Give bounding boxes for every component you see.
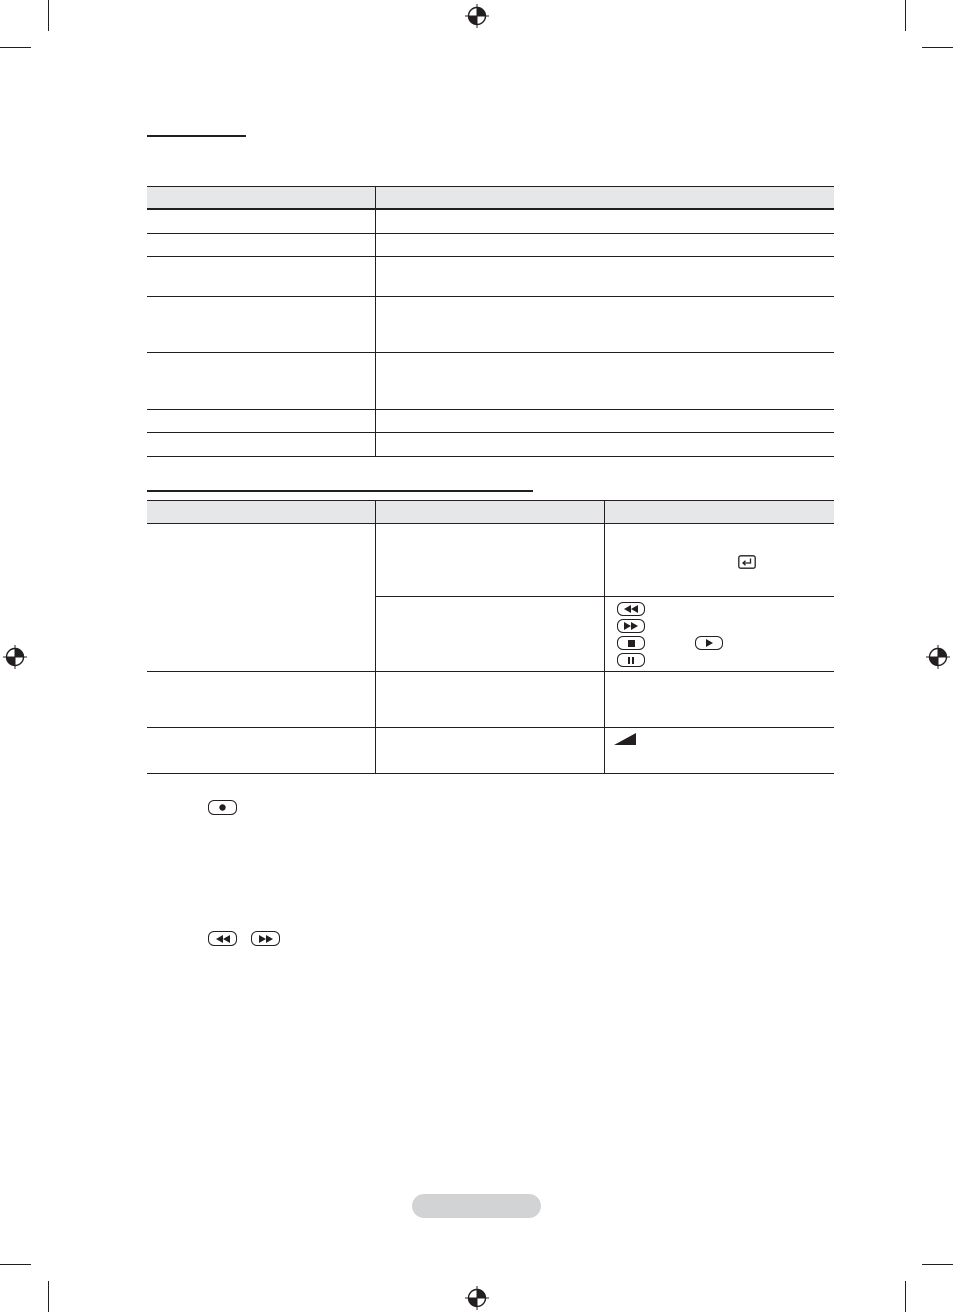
table-2-column-divider [375,500,376,773]
table-row-divider [375,596,834,597]
page-number-pill [412,1194,541,1218]
table-2-header-rule [147,523,834,524]
play-icon [706,639,713,647]
table-row-divider [147,409,834,410]
section-1-title-underline [147,135,246,137]
crop-mark-bottom-left-vertical [48,1281,49,1312]
section-1-title [147,116,246,134]
rewind-button-icon [208,931,237,946]
table-1 [147,186,834,457]
table-row-divider [147,773,834,774]
stop-button-icon [617,636,645,650]
crop-mark-top-left-horizontal [0,47,31,48]
table-2-header [147,500,834,523]
table-row-divider [147,456,834,457]
table-1-column-divider [375,186,376,456]
section-2-title-underline [147,490,533,492]
record-button-icon [208,800,237,815]
table-row-divider [147,727,834,728]
registration-mark-icon [465,4,489,28]
rewind-icon [624,605,638,613]
enter-icon [738,555,756,569]
rewind-button-icon [617,602,645,616]
crop-mark-top-left-vertical [48,0,49,31]
table-1-header [147,186,834,209]
fast-forward-button-icon [251,931,280,946]
table-row-divider [147,256,834,257]
crop-mark-bottom-left-horizontal [0,1264,31,1265]
table-2-column-divider [604,500,605,773]
stop-icon [628,640,635,647]
fast-forward-button-icon [617,619,645,633]
pause-button-icon [617,653,645,667]
play-button-icon [695,636,723,650]
table-1-header-rule [147,208,834,210]
registration-mark-icon [465,1286,489,1310]
table-row-divider [147,671,834,672]
section-2-title [147,471,533,489]
crop-mark-top-right-vertical [905,0,906,31]
crop-mark-top-right-horizontal [922,47,953,48]
fast-forward-icon [624,622,638,630]
record-icon [219,804,226,811]
rewind-icon [216,935,230,943]
table-row-divider [147,296,834,297]
fast-forward-icon [259,935,273,943]
table-row-divider [147,233,834,234]
table-row-divider [147,352,834,353]
registration-mark-icon [926,645,950,669]
pause-icon [628,657,634,664]
volume-ramp-icon [614,733,636,745]
table-2 [147,500,834,774]
table-row-divider [147,432,834,433]
crop-mark-bottom-right-horizontal [922,1264,953,1265]
registration-mark-icon [3,645,27,669]
crop-mark-bottom-right-vertical [905,1281,906,1312]
